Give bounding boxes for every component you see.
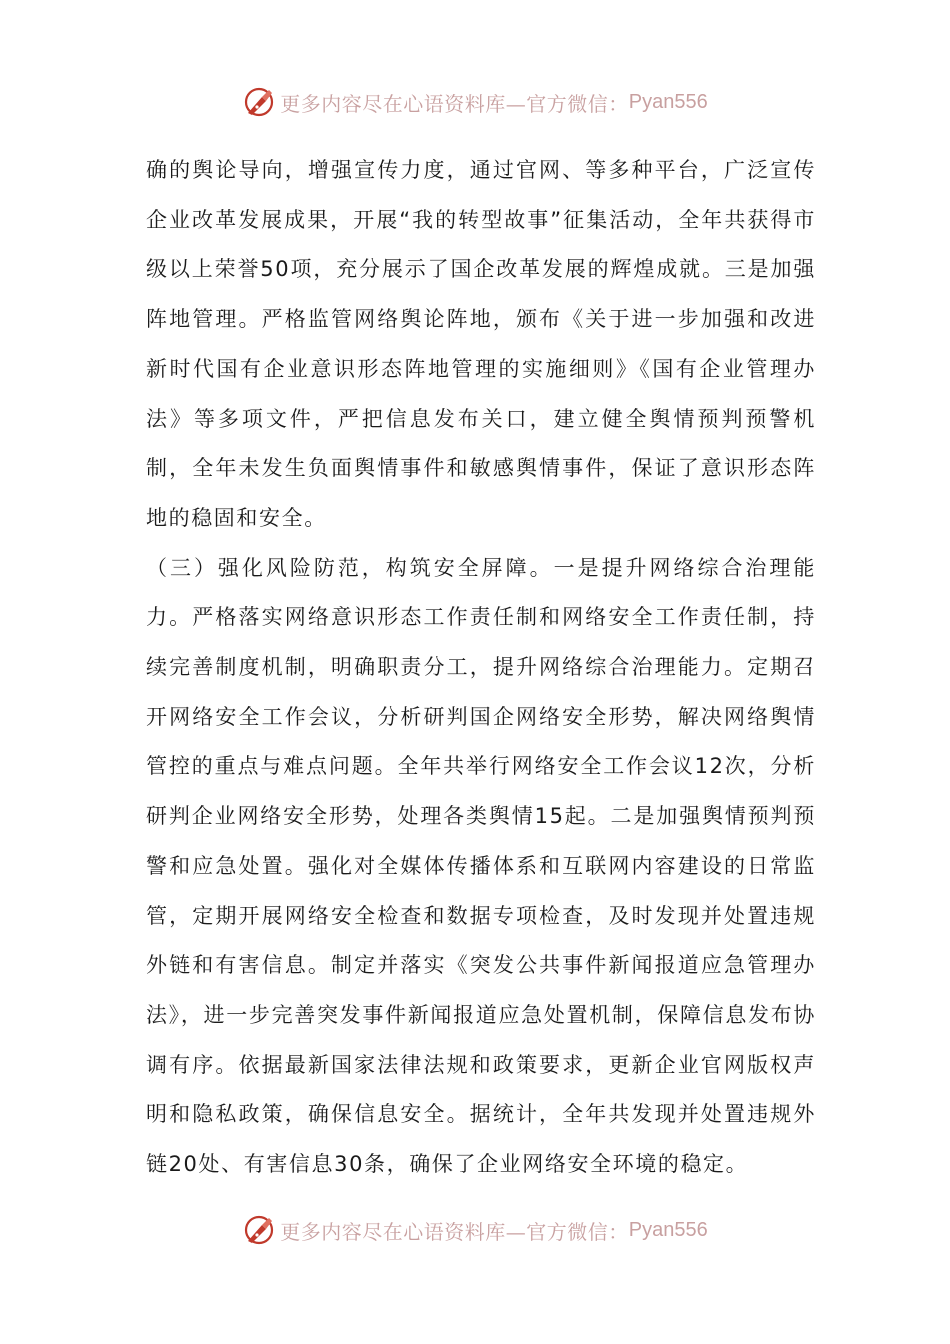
paragraph-1: 确的舆论导向，增强宣传力度，通过官网、等多种平台，广泛宣传企业改革发展成果，开展“我的转型故事”征集活动，全年共获得市级以上荣誉50项，充分展示了国企改革发展的辉煌成就。三是加强阵地管理。严格监管网络舆论阵地，颁布《关于进一步加强和改进新时代国有企业意识形态阵地管理的实施细则》《国有企业管理办法》等多项文件，严把信息发布关口，建立健全舆情预判预警机制，全年未发生负面舆情事件和敏感舆情事件，保证了意识形态阵地的稳固和安全。 (146, 158, 816, 530)
pen-nib-circle-icon (242, 1213, 276, 1247)
banner-wechat-id: Pyan556 (628, 1218, 708, 1241)
header-watermark-banner (0, 80, 950, 124)
paragraph-2: （三）强化风险防范，构筑安全屏障。一是提升网络综合治理能力。严格落实网络意识形态工作责任制和网络安全工作责任制，持续完善制度机制，明确职责分工，提升网络综合治理能力。定期召开网络安全工作会议，分析研判国企网络安全形势，解决网络舆情管控的重点与难点问题。全年共举行网络安全工作会议12次，分析研判企业网络安全形势，处理各类舆情15起。二是加强舆情预判预警和应急处置。强化对全媒体传播体系和互联网内容建设的日常监管，定期开展网络安全检查和数据专项检查，及时发现并处置违规外链和有害信息。制定并落实《突发公共事件新闻报道应急管理办法》，进一步完善突发事件新闻报道应急处置机制，保障信息发布协调有序。依据最新国家法律法规和政策要求，更新企业官网版权声明和隐私政策，确保信息安全。据统计，全年共发现并处置违规外链20处、有害信息30条，确保了企业网络安全环境的稳定。 (146, 555, 816, 1177)
banner-text: 更多内容尽在心语资料库—官方微信： (280, 91, 629, 116)
banner-wechat-id: Pyan556 (628, 90, 708, 113)
pen-nib-circle-icon (242, 85, 276, 119)
body-text (146, 146, 816, 1190)
banner-text: 更多内容尽在心语资料库—官方微信： (280, 1219, 629, 1244)
footer-watermark-banner (0, 1208, 950, 1252)
